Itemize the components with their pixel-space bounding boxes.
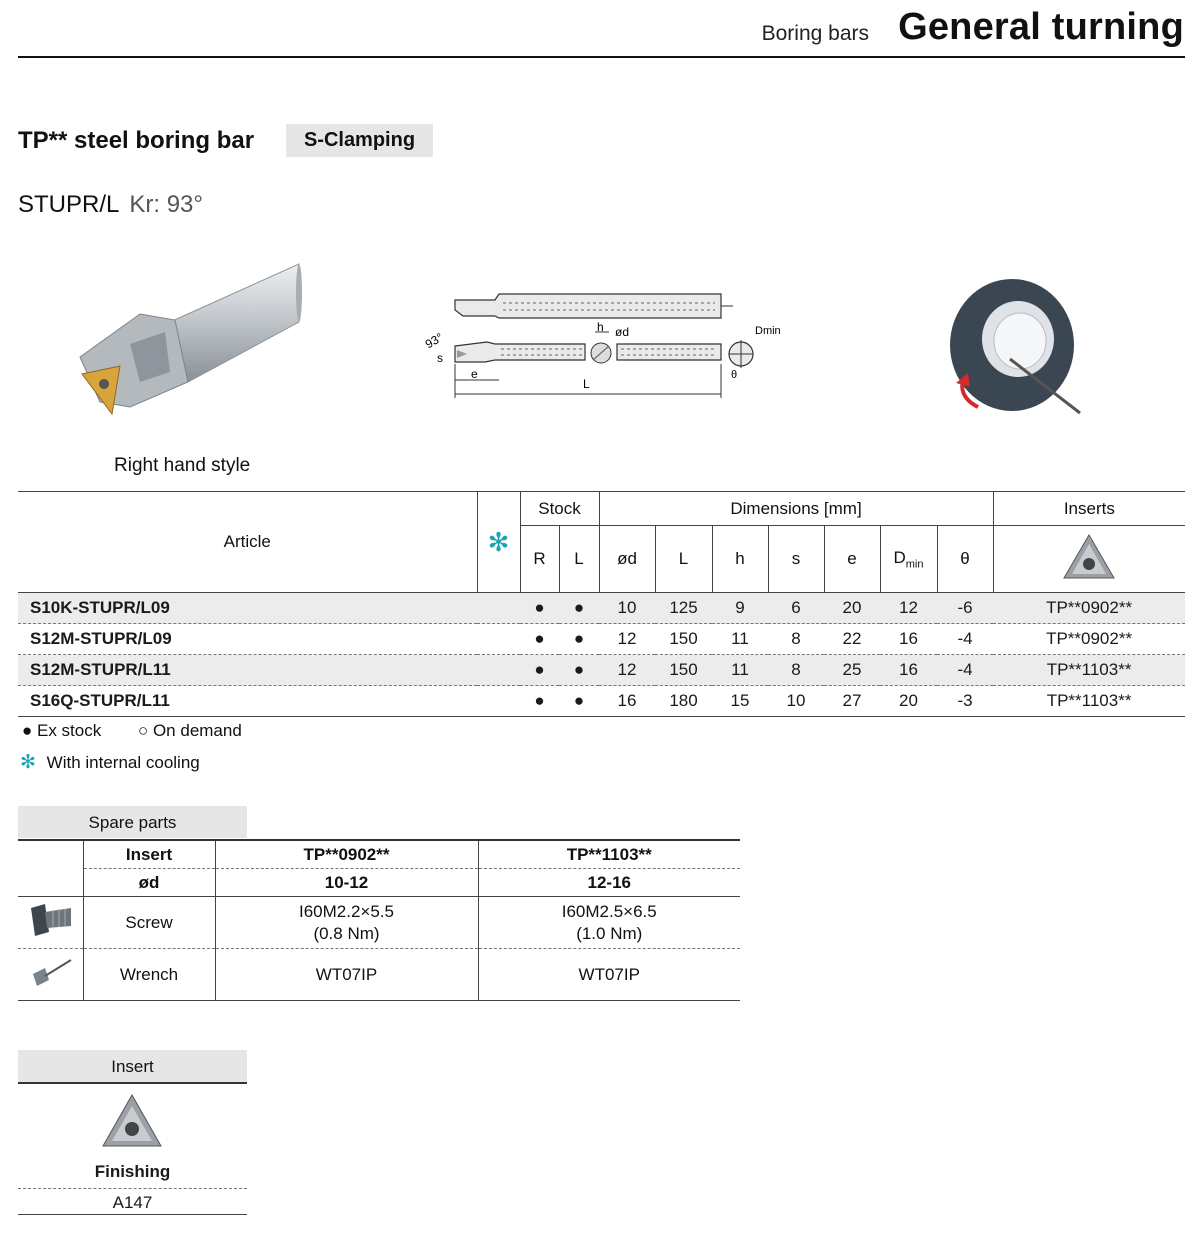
boring-bar-image: [70, 262, 302, 420]
model-name: STUPR/L: [18, 191, 120, 218]
cell-h: 11: [712, 655, 768, 686]
table-row: [18, 593, 1185, 624]
od-label: ød: [615, 325, 630, 339]
screw-col1: [215, 897, 478, 949]
cell-od: 16: [599, 686, 655, 717]
screw-icon: [25, 902, 75, 938]
col-l-stock: L: [559, 526, 599, 593]
dmin-sub: min: [905, 558, 924, 571]
cell-l: ●: [559, 655, 599, 686]
cell-insert: TP**0902**: [993, 593, 1185, 624]
insert-bottom-rule: [18, 1214, 247, 1215]
cell-cooling: [477, 593, 520, 624]
e-label: e: [471, 367, 478, 381]
col-dmin: [880, 526, 937, 593]
cell-insert: TP**0902**: [993, 624, 1185, 655]
wrench-col1: WT07IP: [215, 949, 478, 1001]
cell-s: 8: [768, 624, 824, 655]
col-e: e: [824, 526, 880, 593]
screw-col2-torque: (1.0 Nm): [576, 923, 643, 943]
cell-article: S16Q-STUPR/L11: [18, 686, 477, 717]
s-label: s: [437, 351, 443, 365]
cell-h: 9: [712, 593, 768, 624]
screw-col1-spec: I60M2.2×5.5: [299, 901, 394, 921]
wrench-label: Wrench: [83, 949, 215, 1001]
cell-theta: -4: [937, 655, 993, 686]
spare-insert-col2: TP**1103**: [478, 840, 740, 869]
dmin-base: D: [893, 547, 906, 567]
dmin-label: Dmin: [755, 325, 781, 337]
on-demand-legend: ○ On demand: [137, 721, 242, 740]
spare-od-col2: 12-16: [478, 869, 740, 897]
insert-icon: [1061, 532, 1117, 582]
angle-label: 93°: [422, 330, 446, 352]
table-row: [18, 686, 1185, 717]
cell-od: 10: [599, 593, 655, 624]
cell-theta: -4: [937, 624, 993, 655]
cell-l: ●: [559, 686, 599, 717]
spare-od-label: ød: [83, 869, 215, 897]
cell-dmin: 12: [880, 593, 937, 624]
clamping-badge: S-Clamping: [286, 124, 433, 157]
cell-dmin: 20: [880, 686, 937, 717]
cell-od: 12: [599, 655, 655, 686]
cell-od: 12: [599, 624, 655, 655]
h-label: h: [597, 320, 604, 334]
screw-icon-cell: [18, 897, 83, 949]
cell-theta: -6: [937, 593, 993, 624]
theta-label: θ: [731, 369, 738, 381]
insert-tab: Insert: [18, 1050, 247, 1084]
col-s: s: [768, 526, 824, 593]
cell-length: 150: [655, 624, 712, 655]
cooling-header: [477, 492, 520, 593]
cell-length: 150: [655, 655, 712, 686]
dimensions-header: Dimensions [mm]: [599, 492, 993, 526]
insert-icon: [100, 1092, 164, 1150]
dimension-drawing: [415, 288, 787, 406]
model-line: [18, 191, 203, 219]
screw-label: Screw: [83, 897, 215, 949]
stock-header: Stock: [520, 492, 599, 526]
snowflake-icon: ✻: [487, 526, 510, 557]
cell-s: 10: [768, 686, 824, 717]
kr-angle: Kr: 93°: [129, 191, 203, 218]
l-label: L: [583, 377, 590, 391]
article-header: Article: [18, 492, 477, 593]
spare-parts-table: [18, 839, 740, 1001]
section-title: General turning: [898, 6, 1184, 48]
spare-parts-tab: Spare parts: [18, 806, 247, 838]
cell-r: ●: [520, 593, 559, 624]
cell-cooling: [477, 655, 520, 686]
col-h: h: [712, 526, 768, 593]
cell-article: S10K-STUPR/L09: [18, 593, 477, 624]
cell-dmin: 16: [880, 624, 937, 655]
image-caption: Right hand style: [114, 455, 251, 476]
col-insert-image: [993, 526, 1185, 593]
cell-cooling: [477, 624, 520, 655]
cooling-legend: [20, 751, 200, 774]
wrench-col2: WT07IP: [478, 949, 740, 1001]
screw-col2-spec: I60M2.5×6.5: [561, 901, 657, 921]
table-row: [18, 655, 1185, 686]
cell-insert: TP**1103**: [993, 686, 1185, 717]
spare-insert-label: Insert: [83, 840, 215, 869]
inserts-header: Inserts: [993, 492, 1185, 526]
col-theta: θ: [937, 526, 993, 593]
wrench-icon: [25, 954, 75, 990]
spare-empty-cell: [18, 840, 83, 897]
cell-e: 22: [824, 624, 880, 655]
cell-length: 125: [655, 593, 712, 624]
stock-legend: [22, 721, 242, 741]
table-row: [18, 624, 1185, 655]
spare-od-col1: 10-12: [215, 869, 478, 897]
ex-stock-legend: ● Ex stock: [22, 721, 102, 740]
cell-e: 20: [824, 593, 880, 624]
cell-r: ●: [520, 624, 559, 655]
screw-col1-torque: (0.8 Nm): [313, 923, 380, 943]
cooling-legend-text: With internal cooling: [46, 753, 200, 772]
clamping-sleeve-image: [940, 275, 1090, 420]
cell-cooling: [477, 686, 520, 717]
cell-e: 25: [824, 655, 880, 686]
cell-s: 6: [768, 593, 824, 624]
col-od: ød: [599, 526, 655, 593]
cell-article: S12M-STUPR/L09: [18, 624, 477, 655]
section-subtitle: Boring bars: [761, 22, 869, 45]
spare-insert-col1: TP**0902**: [215, 840, 478, 869]
col-r: R: [520, 526, 559, 593]
cell-e: 27: [824, 686, 880, 717]
articles-table: [18, 491, 1185, 717]
cell-r: ●: [520, 655, 559, 686]
cell-h: 11: [712, 624, 768, 655]
snowflake-icon: ✻: [20, 752, 36, 773]
cell-l: ●: [559, 624, 599, 655]
cell-l: ●: [559, 593, 599, 624]
header-rule: [18, 56, 1185, 58]
product-title: TP** steel boring bar: [18, 127, 255, 154]
cell-r: ●: [520, 686, 559, 717]
wrench-icon-cell: [18, 949, 83, 1001]
cell-h: 15: [712, 686, 768, 717]
insert-grade: A147: [112, 1193, 153, 1212]
cell-insert: TP**1103**: [993, 655, 1185, 686]
screw-col2: [478, 897, 740, 949]
insert-divider: [18, 1188, 247, 1189]
cell-length: 180: [655, 686, 712, 717]
col-length: L: [655, 526, 712, 593]
insert-type: Finishing: [94, 1162, 171, 1181]
cell-theta: -3: [937, 686, 993, 717]
cell-dmin: 16: [880, 655, 937, 686]
cell-s: 8: [768, 655, 824, 686]
cell-article: S12M-STUPR/L11: [18, 655, 477, 686]
